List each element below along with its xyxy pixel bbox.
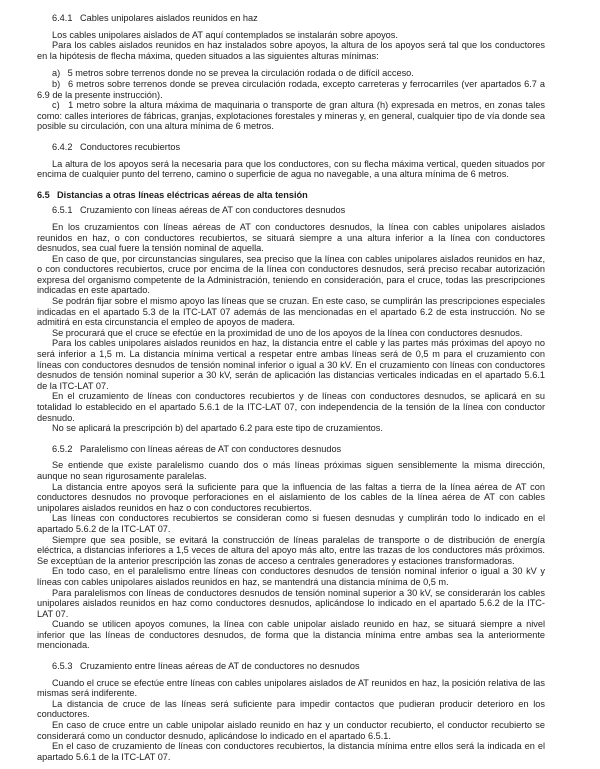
- section-6-5-2-body: [37, 460, 545, 651]
- section-6-4-1-body: [37, 30, 545, 62]
- paragraph: La distancia entre apoyos será la suficiente para que la influencia de las faltas a tierra de la línea aérea de AT con conductores desnudos no provoque perforaciones en el aislamiento de los cables de la línea aérea de AT con cables unipolares aislados reunidos en haz o con conductores recubiertos.: [37, 481, 545, 513]
- heading-number: 6.5: [37, 189, 50, 200]
- heading-title: Paralelismo con líneas aéreas de AT con conductores desnudos: [80, 443, 342, 454]
- section-6-5-3-body: [37, 678, 545, 763]
- paragraph: Cuando el cruce se efectúe entre líneas con cables unipolares aislados de AT reunidos en haz, la posición relativa de las mismas será indiferente.: [37, 677, 545, 699]
- paragraph: Siempre que sea posible, se evitará la construcción de líneas paralelas de transporte o de distribución de energía eléctrica, a distancias inferiores a 1,5 veces de altura del apoyo más alto, entre las trazas de los conductores más próximos. Se exceptúan de la anterior prescripción las zonas de acceso a centrales generadores y estaciones transformadoras.: [37, 534, 545, 566]
- heading-6-5-3: [37, 661, 545, 672]
- list-item: [37, 100, 545, 132]
- heading-number: 6.5.3: [52, 661, 73, 672]
- heading-6-4-1: [37, 13, 545, 24]
- heading-6-5-2: [37, 444, 545, 455]
- heading-title: Conductores recubiertos: [80, 141, 181, 152]
- list-text: 5 metros sobre terrenos donde no se prevea la circulación rodada o de difícil acceso.: [67, 68, 414, 79]
- heading-number: 6.4.2: [52, 141, 73, 152]
- paragraph: Las líneas con conductores recubiertos se consideran como si fuesen desnudas y cumplirán todo lo indicado en el apartado 5.6.2 de la ITC-LAT 07.: [37, 513, 545, 534]
- list-label: a): [52, 68, 61, 79]
- heading-title: Distancias a otras líneas eléctricas aéreas de alta tensión: [57, 189, 308, 200]
- list-label: b): [52, 78, 61, 89]
- paragraph: Se procurará que el cruce se efectúe en la proximidad de uno de los apoyos de la línea con conductores desnudos.: [52, 327, 523, 338]
- paragraph: Los cables unipolares aislados de AT aquí contemplados se instalarán sobre apoyos.: [52, 29, 398, 40]
- paragraph: Se podrán fijar sobre el mismo apoyo las líneas que se cruzan. En este caso, se cumplirán las prescripciones especiales indicadas en el apartado 5.3 de la ITC-LAT 07 además de las mencionadas en el apartado 6.2 de esta instrucción. No se admitirá en esta circunstancia el empleo de apoyos de madera.: [37, 296, 545, 328]
- document-page: [37, 13, 545, 769]
- list-item: [37, 68, 545, 79]
- paragraph: No se aplicará la prescripción b) del apartado 6.2 para este tipo de cruzamientos.: [52, 423, 383, 434]
- list-text: 1 metro sobre la altura máxima de maquinaria o transporte de gran altura (h) expresada en metros, en zonas tales como: calles interiores de fábricas, granjas, explotaciones forestales y mineras y, en general, cualquier tipo de vía donde sea posible su circulación, con una altura mínima de 6 metros.: [37, 100, 545, 132]
- heading-6-5-1: [37, 205, 545, 216]
- list-item: [37, 79, 545, 100]
- section-6-5-1-body: [37, 222, 545, 434]
- paragraph: Para paralelismos con líneas de conductores desnudos de tensión nominal superior a 30 kV, se considerarán los cables unipolares aislados reunidos en haz como conductores desnudos, aplicándose lo indicado en el apartado 5.6.2 de la ITC-LAT 07.: [37, 587, 545, 619]
- heading-6-5: [37, 190, 545, 201]
- heading-title: Cruzamiento con líneas aéreas de AT con conductores desnudos: [80, 205, 346, 216]
- section-6-4-2-body: [37, 159, 545, 180]
- paragraph: La distancia de cruce de las líneas será suficiente para impedir contactos que pudieran producir deterioro en los conductores.: [37, 698, 545, 720]
- paragraph: En caso de que, por circunstancias singulares, sea preciso que la línea con cables unipolares aislados reunidos en haz, o con conductores recubiertos, cruce por encima de la línea con conductores desnudos, será preciso recabar autorización expresa del organismo competente de la Administración, teniendo en consideración, para el cruce, todas las prescripciones indicadas en este apartado.: [37, 253, 545, 296]
- paragraph: Para los cables aislados reunidos en haz instalados sobre apoyos, la altura de los apoyos será tal que los conductores en la hipótesis de flecha máxima, queden situados a las siguientes alturas mínimas:: [37, 40, 545, 61]
- heading-number: 6.5.2: [52, 443, 73, 454]
- height-list: [37, 68, 545, 132]
- heading-title: Cables unipolares aislados reunidos en haz: [80, 13, 258, 23]
- list-label: c): [52, 100, 60, 111]
- paragraph: En todo caso, en el paralelismo entre líneas con conductores desnudos de tensión nominal inferior o igual a 30 kV y líneas con cables unipolares aislados reunidos en haz, se mantendrá una distancia mínima de 0,5 m.: [37, 566, 545, 587]
- heading-number: 6.5.1: [52, 205, 73, 216]
- heading-6-4-2: [37, 142, 545, 153]
- paragraph: En el cruzamiento de líneas con conductores recubiertos y de líneas con conductores desnudos, se aplicará en su totalidad lo establecido en el apartado 5.6.1 de la ITC-LAT 07, con independencia de la tensión de la línea con conductor desnudo.: [37, 391, 545, 423]
- heading-title: Cruzamiento entre líneas aéreas de AT de conductores no desnudos: [80, 661, 360, 672]
- paragraph: En el caso de cruzamiento de líneas con conductores recubiertos, la distancia mínima entre ellos será la indicada en el apartado 5.6.1 de la ITC-LAT 07.: [37, 741, 545, 762]
- list-text: 6 metros sobre terrenos donde se prevea circulación rodada, excepto carreteras y ferrocarriles (ver apartados 6.7 a 6.9 de la presente instrucción).: [37, 78, 545, 100]
- paragraph: Se entiende que existe paralelismo cuando dos o más líneas próximas siguen sensiblemente la misma dirección, aunque no sean rigurosamente paralelas.: [37, 460, 545, 481]
- paragraph: En caso de cruce entre un cable unipolar aislado reunido en haz y un conductor recubierto, el conductor recubierto se considerará como un conductor desnudo, aplicándose lo indicado en el apartado 6.5.1.: [37, 720, 545, 741]
- paragraph: La altura de los apoyos será la necesaria para que los conductores, con su flecha máxima vertical, queden situados por encima de cualquier punto del terreno, camino o superficie de agua no navegable, a una altura mínima de 6 metros.: [37, 158, 545, 180]
- paragraph: Para los cables unipolares aislados reunidos en haz, la distancia entre el cable y las partes más próximas del apoyo no será inferior a 1,5 m. La distancia mínima vertical a respetar entre ambas líneas será de 0,5 m para el cruzamiento con líneas con conductores desnudos de tensión nominal inferior o igual a 30 kV. En el cruzamiento con líneas con conductores desnudos de tensión nominal superior a 30 kV, serán de aplicación las distancias verticales indicadas en el apartado 5.6.1 de la ITC-LAT 07.: [37, 338, 545, 391]
- paragraph: En los cruzamientos con líneas aéreas de AT con conductores desnudos, la línea con cables unipolares aislados reunidos en haz, o con conductores recubiertos, se situará siempre a una altura inferior a la línea con conductores desnudos, sea cual fuere la tensión nominal de aquella.: [37, 221, 545, 254]
- paragraph: Cuando se utilicen apoyos comunes, la línea con cable unipolar aislado reunido en haz, se situará siempre a nivel inferior que las líneas de conductores desnudos, de forma que la distancia mínima entre ambas sea la anteriormente mencionada.: [37, 619, 545, 651]
- heading-number: 6.4.1: [52, 13, 73, 23]
